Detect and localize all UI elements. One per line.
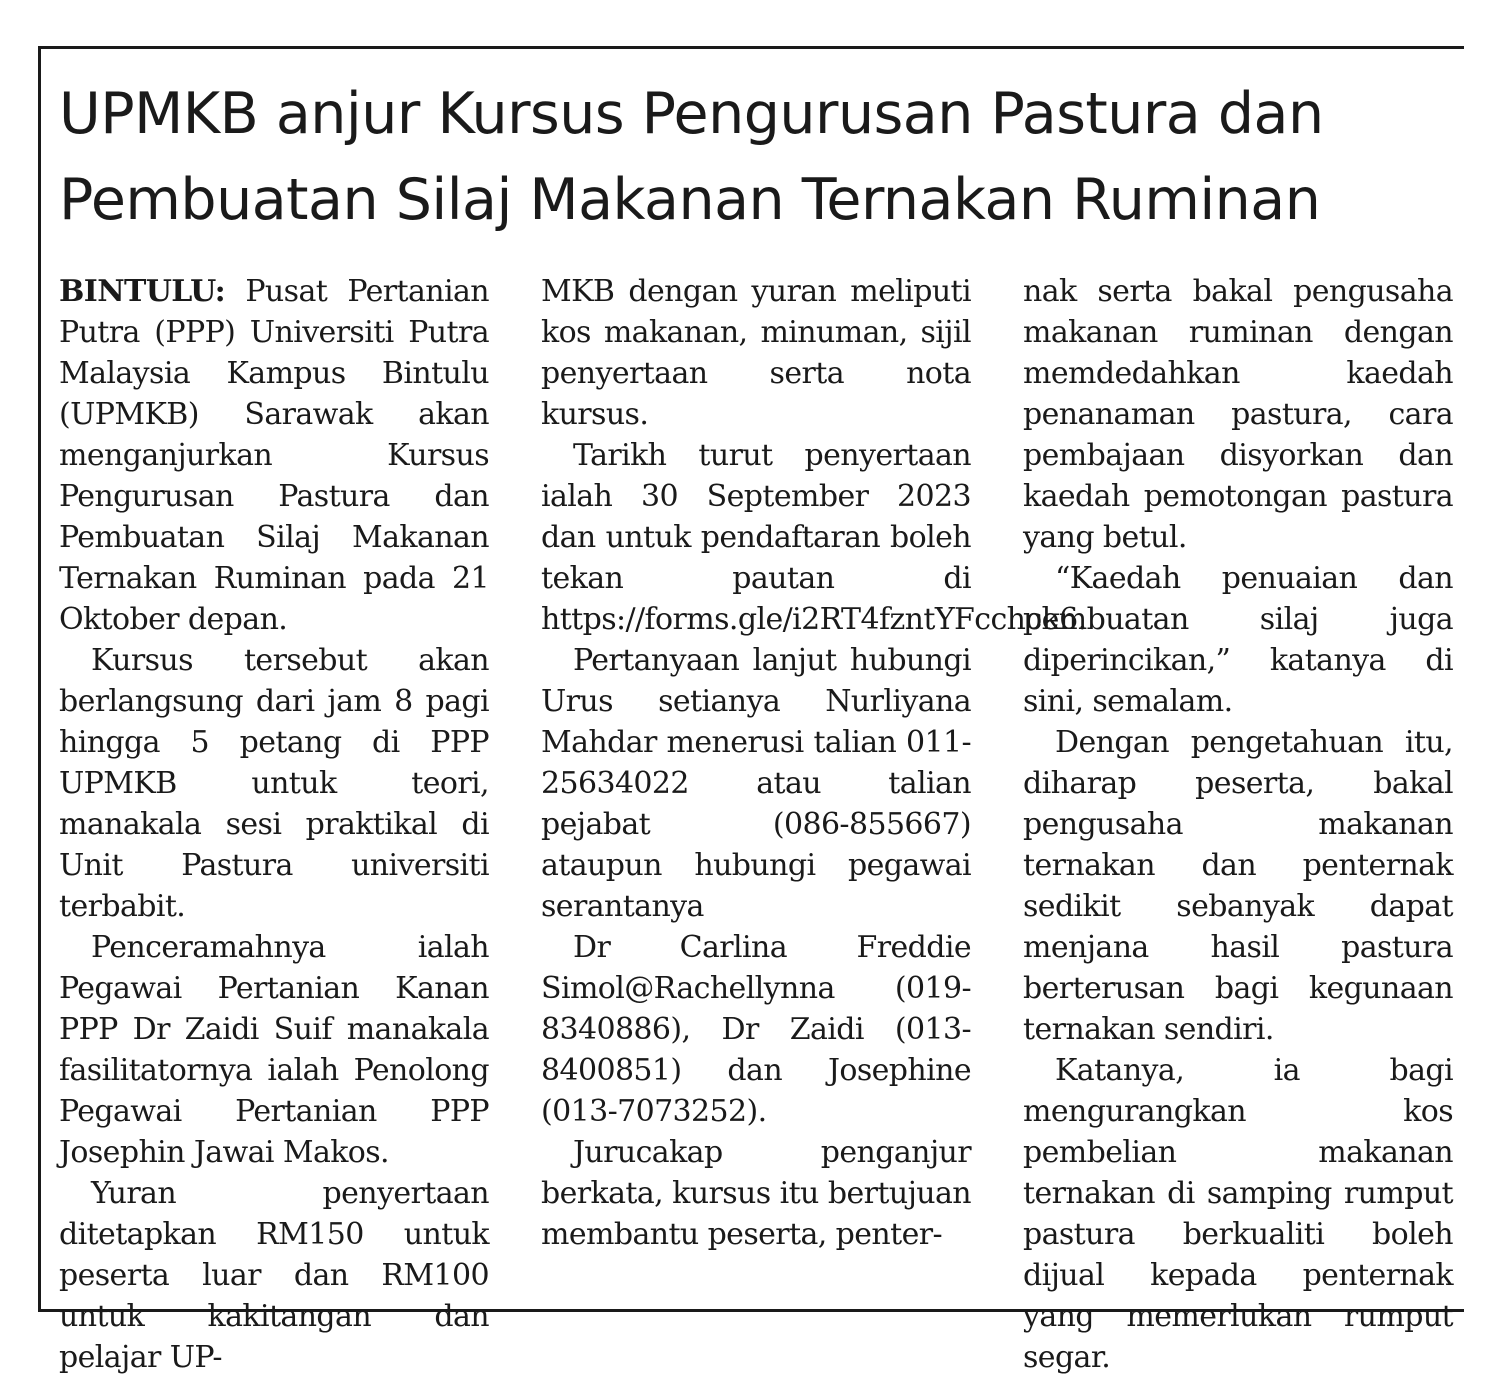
- headline: [59, 71, 1459, 243]
- column-1: [59, 271, 489, 1378]
- paragraph: Pertanyaan lanjut hubungi Urus setianya Nurliyana Mahdar menerusi talian 011-25634022 atau talian pejabat (086-855667) ataupun hubungi pegawai serantanya: [541, 643, 971, 924]
- dateline: BINTULU:: [59, 274, 226, 309]
- headline-line-1: UPMKB anjur Kursus Pengurusan Pastura dan: [59, 81, 1324, 147]
- paragraph: Penceramahnya ialah Pegawai Pertanian Kanan PPP Dr Zaidi Suif manakala fasilitatornya ialah Penolong Pegawai Pertanian PPP Josephin Jawai Makos.: [59, 930, 489, 1170]
- quote-paragraph: “Kaedah penuaian dan pembuatan silaj juga diperincikan,” katanya di sini, semalam.: [1023, 561, 1453, 719]
- news-clipping: [38, 46, 1464, 1375]
- paragraph-continued: MKB dengan yuran meliputi kos makanan, minuman, sijil penyertaan serta nota kursus.: [541, 274, 971, 432]
- paragraph: Dr Carlina Freddie Simol@Rachellynna (019-8340886), Dr Zaidi (013-8400851) dan Josephine (013-7073252).: [541, 930, 971, 1129]
- paragraph: Yuran penyertaan ditetapkan RM150 untuk peserta luar dan RM100 untuk kakitangan dan pelajar UP-: [59, 1176, 489, 1375]
- lead-text: Pusat Pertanian Putra (PPP) Universiti Putra Malaysia Kampus Bintulu (UPMKB) Sarawak akan menganjurkan Kursus Pengurusan Pastura dan Pembuatan Silaj Makanan Ternakan Ruminan pada 21 Oktober depan.: [59, 274, 489, 637]
- lead-paragraph: [59, 271, 489, 640]
- column-3: [1023, 271, 1453, 1378]
- paragraph: Jurucakap penganjur berkata, kursus itu bertujuan membantu peserta, penter-: [541, 1135, 971, 1252]
- column-2: [541, 271, 1087, 1378]
- headline-line-2: Pembuatan Silaj Makanan Ternakan Ruminan: [59, 167, 1321, 233]
- paragraph-continued: nak serta bakal pengusaha makanan ruminan dengan memdedahkan kaedah penanaman pastura, cara pembajaan disyorkan dan kaedah pemotongan pastura yang betul.: [1023, 274, 1453, 555]
- article-body: [59, 271, 1453, 1378]
- paragraph: Kursus tersebut akan berlangsung dari jam 8 pagi hingga 5 petang di PPP UPMKB untuk teori, manakala sesi praktikal di Unit Pastura universiti terbabit.: [59, 643, 489, 924]
- paragraph: Tarikh turut penyertaan ialah 30 September 2023 dan untuk pendaftaran boleh tekan pautan di https://forms.gle/i2RT4fzntYFcchck6.: [541, 438, 1087, 637]
- paragraph: Dengan pengetahuan itu, diharap peserta, bakal pengusaha makanan ternakan dan penternak sedikit sebanyak dapat menjana hasil pastura berterusan bagi kegunaan ternakan sendiri.: [1023, 725, 1453, 1047]
- paragraph: Katanya, ia bagi mengurangkan kos pembelian makanan ternakan di samping rumput pastura berkualiti boleh dijual kepada penternak yang memerlukan rumput segar.: [1023, 1053, 1453, 1375]
